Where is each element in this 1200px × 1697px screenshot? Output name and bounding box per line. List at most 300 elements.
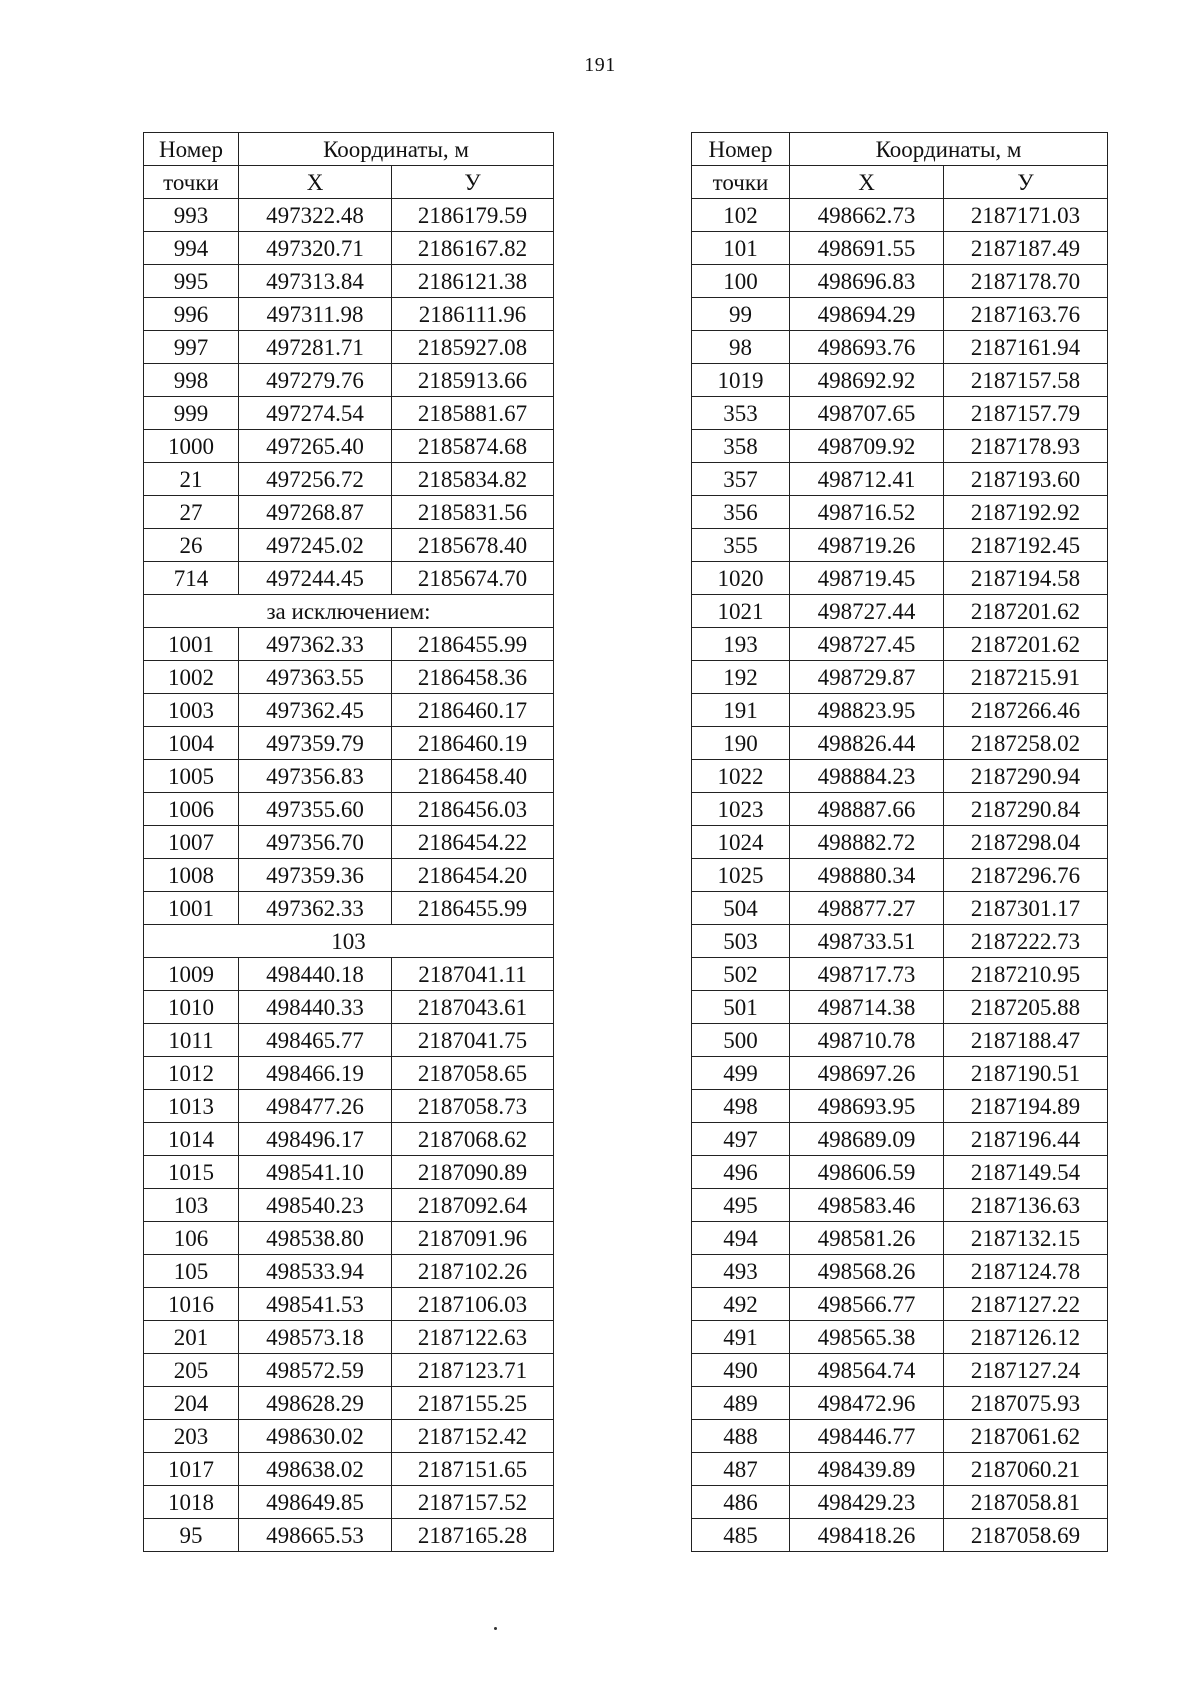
table-row xyxy=(692,595,1108,628)
y-coordinate-cell: 2187215.91 xyxy=(944,661,1108,694)
point-number-cell: 99 xyxy=(692,298,790,331)
y-coordinate-cell: 2187194.58 xyxy=(944,562,1108,595)
x-coordinate-cell: 498630.02 xyxy=(239,1420,392,1453)
point-number-cell: 1001 xyxy=(144,892,239,925)
y-coordinate-cell: 2187196.44 xyxy=(944,1123,1108,1156)
point-number-cell: 1011 xyxy=(144,1024,239,1057)
y-coordinate-cell: 2186454.22 xyxy=(392,826,554,859)
y-coordinate-cell: 2187127.24 xyxy=(944,1354,1108,1387)
y-coordinate-cell: 2187201.62 xyxy=(944,628,1108,661)
x-coordinate-cell: 498887.66 xyxy=(790,793,944,826)
x-coordinate-cell: 498710.78 xyxy=(790,1024,944,1057)
y-coordinate-cell: 2187041.75 xyxy=(392,1024,554,1057)
x-coordinate-cell: 498465.77 xyxy=(239,1024,392,1057)
point-number-cell: 497 xyxy=(692,1123,790,1156)
point-number-cell: 1020 xyxy=(692,562,790,595)
table-row xyxy=(692,826,1108,859)
table-row xyxy=(692,1321,1108,1354)
point-number-cell: 101 xyxy=(692,232,790,265)
y-coordinate-cell: 2187092.64 xyxy=(392,1189,554,1222)
header-x: X xyxy=(239,166,392,199)
x-coordinate-cell: 498727.44 xyxy=(790,595,944,628)
point-number-cell: 1025 xyxy=(692,859,790,892)
x-coordinate-cell: 498418.26 xyxy=(790,1519,944,1552)
point-number-cell: 1018 xyxy=(144,1486,239,1519)
table-row xyxy=(692,529,1108,562)
table-row xyxy=(692,1486,1108,1519)
x-coordinate-cell: 498884.23 xyxy=(790,760,944,793)
point-number-cell: 98 xyxy=(692,331,790,364)
table-row xyxy=(144,1123,554,1156)
stray-mark xyxy=(494,1627,497,1630)
table-row xyxy=(692,727,1108,760)
y-coordinate-cell: 2187290.84 xyxy=(944,793,1108,826)
point-number-cell: 997 xyxy=(144,331,239,364)
table-row xyxy=(144,1156,554,1189)
x-coordinate-cell: 498689.09 xyxy=(790,1123,944,1156)
table-row xyxy=(144,1189,554,1222)
table-row xyxy=(144,1288,554,1321)
y-coordinate-cell: 2187132.15 xyxy=(944,1222,1108,1255)
point-number-cell: 26 xyxy=(144,529,239,562)
y-coordinate-cell: 2187192.45 xyxy=(944,529,1108,562)
y-coordinate-cell: 2187155.25 xyxy=(392,1387,554,1420)
x-coordinate-cell: 497244.45 xyxy=(239,562,392,595)
point-number-cell: 1014 xyxy=(144,1123,239,1156)
y-coordinate-cell: 2187165.28 xyxy=(392,1519,554,1552)
table-row xyxy=(692,1288,1108,1321)
point-number-cell: 105 xyxy=(144,1255,239,1288)
table-row xyxy=(144,991,554,1024)
point-number-cell: 1016 xyxy=(144,1288,239,1321)
y-coordinate-cell: 2186179.59 xyxy=(392,199,554,232)
point-number-cell: 203 xyxy=(144,1420,239,1453)
y-coordinate-cell: 2187058.69 xyxy=(944,1519,1108,1552)
y-coordinate-cell: 2186455.99 xyxy=(392,628,554,661)
x-coordinate-cell: 497313.84 xyxy=(239,265,392,298)
x-coordinate-cell: 498572.59 xyxy=(239,1354,392,1387)
y-coordinate-cell: 2186456.03 xyxy=(392,793,554,826)
x-coordinate-cell: 497320.71 xyxy=(239,232,392,265)
header-y: У xyxy=(944,166,1108,199)
y-coordinate-cell: 2185834.82 xyxy=(392,463,554,496)
table-row xyxy=(144,1486,554,1519)
y-coordinate-cell: 2186455.99 xyxy=(392,892,554,925)
point-number-cell: 995 xyxy=(144,265,239,298)
point-number-cell: 1003 xyxy=(144,694,239,727)
table-row xyxy=(144,364,554,397)
point-number-cell: 485 xyxy=(692,1519,790,1552)
x-coordinate-cell: 498882.72 xyxy=(790,826,944,859)
table-row xyxy=(692,1189,1108,1222)
point-number-cell: 357 xyxy=(692,463,790,496)
y-coordinate-cell: 2187124.78 xyxy=(944,1255,1108,1288)
x-coordinate-cell: 497256.72 xyxy=(239,463,392,496)
table-row xyxy=(692,694,1108,727)
x-coordinate-cell: 497268.87 xyxy=(239,496,392,529)
table-row xyxy=(692,562,1108,595)
point-number-cell: 1001 xyxy=(144,628,239,661)
table-row xyxy=(692,859,1108,892)
header-coordinates: Координаты, м xyxy=(239,133,554,166)
point-number-cell: 1017 xyxy=(144,1453,239,1486)
table-row xyxy=(692,661,1108,694)
table-row xyxy=(692,1255,1108,1288)
coordinates-table-right xyxy=(691,132,1108,1552)
table-row xyxy=(144,562,554,595)
y-coordinate-cell: 2187201.62 xyxy=(944,595,1108,628)
x-coordinate-cell: 498697.26 xyxy=(790,1057,944,1090)
y-coordinate-cell: 2186167.82 xyxy=(392,232,554,265)
table-row xyxy=(692,1222,1108,1255)
x-coordinate-cell: 497322.48 xyxy=(239,199,392,232)
point-number-cell: 356 xyxy=(692,496,790,529)
x-coordinate-cell: 497355.60 xyxy=(239,793,392,826)
point-number-cell: 1004 xyxy=(144,727,239,760)
y-coordinate-cell: 2187301.17 xyxy=(944,892,1108,925)
table-row xyxy=(144,1453,554,1486)
y-coordinate-cell: 2187188.47 xyxy=(944,1024,1108,1057)
y-coordinate-cell: 2187127.22 xyxy=(944,1288,1108,1321)
point-number-cell: 1008 xyxy=(144,859,239,892)
table-row xyxy=(692,265,1108,298)
x-coordinate-cell: 497359.36 xyxy=(239,859,392,892)
point-number-cell: 355 xyxy=(692,529,790,562)
point-number-cell: 95 xyxy=(144,1519,239,1552)
y-coordinate-cell: 2187102.26 xyxy=(392,1255,554,1288)
y-coordinate-cell: 2187157.79 xyxy=(944,397,1108,430)
table-row xyxy=(144,1057,554,1090)
point-number-cell: 103 xyxy=(144,1189,239,1222)
point-number-cell: 1022 xyxy=(692,760,790,793)
y-coordinate-cell: 2187205.88 xyxy=(944,991,1108,1024)
x-coordinate-cell: 497281.71 xyxy=(239,331,392,364)
x-coordinate-cell: 498496.17 xyxy=(239,1123,392,1156)
table-row xyxy=(144,298,554,331)
point-number-cell: 495 xyxy=(692,1189,790,1222)
y-coordinate-cell: 2186111.96 xyxy=(392,298,554,331)
y-coordinate-cell: 2187194.89 xyxy=(944,1090,1108,1123)
point-number-cell: 487 xyxy=(692,1453,790,1486)
y-coordinate-cell: 2187193.60 xyxy=(944,463,1108,496)
table-row xyxy=(692,793,1108,826)
x-coordinate-cell: 498628.29 xyxy=(239,1387,392,1420)
x-coordinate-cell: 498709.92 xyxy=(790,430,944,463)
table-row xyxy=(144,529,554,562)
point-number-cell: 201 xyxy=(144,1321,239,1354)
table-row xyxy=(144,760,554,793)
header-x: X xyxy=(790,166,944,199)
point-number-cell: 502 xyxy=(692,958,790,991)
table-row xyxy=(692,496,1108,529)
table-row xyxy=(692,991,1108,1024)
table-row xyxy=(144,661,554,694)
point-number-cell: 353 xyxy=(692,397,790,430)
table-row xyxy=(144,265,554,298)
x-coordinate-cell: 498565.38 xyxy=(790,1321,944,1354)
point-number-cell: 106 xyxy=(144,1222,239,1255)
table-row xyxy=(144,793,554,826)
y-coordinate-cell: 2187090.89 xyxy=(392,1156,554,1189)
table-row xyxy=(692,298,1108,331)
x-coordinate-cell: 498733.51 xyxy=(790,925,944,958)
table-row xyxy=(144,958,554,991)
point-number-cell: 714 xyxy=(144,562,239,595)
table-row xyxy=(144,232,554,265)
y-coordinate-cell: 2187041.11 xyxy=(392,958,554,991)
point-number-cell: 501 xyxy=(692,991,790,1024)
header-y: У xyxy=(392,166,554,199)
point-number-cell: 1005 xyxy=(144,760,239,793)
header-point-sub: точки xyxy=(692,166,790,199)
x-coordinate-cell: 498606.59 xyxy=(790,1156,944,1189)
y-coordinate-cell: 2186460.17 xyxy=(392,694,554,727)
table-body-left xyxy=(144,199,554,1552)
table-row xyxy=(144,199,554,232)
x-coordinate-cell: 497362.33 xyxy=(239,628,392,661)
x-coordinate-cell: 498665.53 xyxy=(239,1519,392,1552)
x-coordinate-cell: 498712.41 xyxy=(790,463,944,496)
x-coordinate-cell: 498693.95 xyxy=(790,1090,944,1123)
table-row xyxy=(144,496,554,529)
point-number-cell: 996 xyxy=(144,298,239,331)
point-number-cell: 490 xyxy=(692,1354,790,1387)
x-coordinate-cell: 498477.26 xyxy=(239,1090,392,1123)
point-number-cell: 1019 xyxy=(692,364,790,397)
x-coordinate-cell: 498541.10 xyxy=(239,1156,392,1189)
x-coordinate-cell: 498581.26 xyxy=(790,1222,944,1255)
point-number-cell: 1006 xyxy=(144,793,239,826)
y-coordinate-cell: 2187058.73 xyxy=(392,1090,554,1123)
y-coordinate-cell: 2187126.12 xyxy=(944,1321,1108,1354)
y-coordinate-cell: 2187296.76 xyxy=(944,859,1108,892)
x-coordinate-cell: 498440.18 xyxy=(239,958,392,991)
point-number-cell: 491 xyxy=(692,1321,790,1354)
x-coordinate-cell: 498877.27 xyxy=(790,892,944,925)
x-coordinate-cell: 498727.45 xyxy=(790,628,944,661)
x-coordinate-cell: 497245.02 xyxy=(239,529,392,562)
table-row xyxy=(144,1387,554,1420)
point-number-cell: 504 xyxy=(692,892,790,925)
y-coordinate-cell: 2187068.62 xyxy=(392,1123,554,1156)
y-coordinate-cell: 2187152.42 xyxy=(392,1420,554,1453)
table-row xyxy=(144,1024,554,1057)
y-coordinate-cell: 2186454.20 xyxy=(392,859,554,892)
point-number-cell: 486 xyxy=(692,1486,790,1519)
table-row xyxy=(692,364,1108,397)
y-coordinate-cell: 2187171.03 xyxy=(944,199,1108,232)
point-number-cell: 496 xyxy=(692,1156,790,1189)
point-number-cell: 500 xyxy=(692,1024,790,1057)
table-row xyxy=(144,1519,554,1552)
point-number-cell: 1015 xyxy=(144,1156,239,1189)
x-coordinate-cell: 497362.45 xyxy=(239,694,392,727)
point-number-cell: 1010 xyxy=(144,991,239,1024)
y-coordinate-cell: 2187151.65 xyxy=(392,1453,554,1486)
table-note-row xyxy=(144,595,554,628)
y-coordinate-cell: 2185881.67 xyxy=(392,397,554,430)
point-number-cell: 193 xyxy=(692,628,790,661)
x-coordinate-cell: 498693.76 xyxy=(790,331,944,364)
table-row xyxy=(692,397,1108,430)
y-coordinate-cell: 2187190.51 xyxy=(944,1057,1108,1090)
point-number-cell: 358 xyxy=(692,430,790,463)
y-coordinate-cell: 2187290.94 xyxy=(944,760,1108,793)
x-coordinate-cell: 498466.19 xyxy=(239,1057,392,1090)
x-coordinate-cell: 498691.55 xyxy=(790,232,944,265)
table-row xyxy=(144,892,554,925)
x-coordinate-cell: 498573.18 xyxy=(239,1321,392,1354)
point-number-cell: 493 xyxy=(692,1255,790,1288)
header-point-number: Номер xyxy=(144,133,239,166)
point-number-cell: 994 xyxy=(144,232,239,265)
y-coordinate-cell: 2187266.46 xyxy=(944,694,1108,727)
x-coordinate-cell: 498440.33 xyxy=(239,991,392,1024)
x-coordinate-cell: 498540.23 xyxy=(239,1189,392,1222)
x-coordinate-cell: 498649.85 xyxy=(239,1486,392,1519)
x-coordinate-cell: 498880.34 xyxy=(790,859,944,892)
y-coordinate-cell: 2187122.63 xyxy=(392,1321,554,1354)
x-coordinate-cell: 498717.73 xyxy=(790,958,944,991)
y-coordinate-cell: 2187187.49 xyxy=(944,232,1108,265)
y-coordinate-cell: 2185831.56 xyxy=(392,496,554,529)
x-coordinate-cell: 498538.80 xyxy=(239,1222,392,1255)
y-coordinate-cell: 2185913.66 xyxy=(392,364,554,397)
x-coordinate-cell: 498692.92 xyxy=(790,364,944,397)
table-row xyxy=(144,727,554,760)
y-coordinate-cell: 2187222.73 xyxy=(944,925,1108,958)
x-coordinate-cell: 498566.77 xyxy=(790,1288,944,1321)
y-coordinate-cell: 2187192.92 xyxy=(944,496,1108,529)
point-number-cell: 1024 xyxy=(692,826,790,859)
table-row xyxy=(692,760,1108,793)
x-coordinate-cell: 498719.45 xyxy=(790,562,944,595)
point-number-cell: 993 xyxy=(144,199,239,232)
table-row xyxy=(692,1387,1108,1420)
table-row xyxy=(692,1090,1108,1123)
point-number-cell: 100 xyxy=(692,265,790,298)
point-number-cell: 1002 xyxy=(144,661,239,694)
x-coordinate-cell: 498638.02 xyxy=(239,1453,392,1486)
y-coordinate-cell: 2187161.94 xyxy=(944,331,1108,364)
y-coordinate-cell: 2187091.96 xyxy=(392,1222,554,1255)
y-coordinate-cell: 2187157.58 xyxy=(944,364,1108,397)
x-coordinate-cell: 498729.87 xyxy=(790,661,944,694)
x-coordinate-cell: 498823.95 xyxy=(790,694,944,727)
table-row xyxy=(144,331,554,364)
y-coordinate-cell: 2185874.68 xyxy=(392,430,554,463)
x-coordinate-cell: 498696.83 xyxy=(790,265,944,298)
x-coordinate-cell: 498541.53 xyxy=(239,1288,392,1321)
point-number-cell: 192 xyxy=(692,661,790,694)
table-row xyxy=(144,859,554,892)
table-row xyxy=(144,694,554,727)
table-row xyxy=(692,430,1108,463)
point-number-cell: 21 xyxy=(144,463,239,496)
y-coordinate-cell: 2187178.93 xyxy=(944,430,1108,463)
x-coordinate-cell: 498694.29 xyxy=(790,298,944,331)
note-cell: 103 xyxy=(144,925,554,958)
point-number-cell: 1023 xyxy=(692,793,790,826)
y-coordinate-cell: 2187060.21 xyxy=(944,1453,1108,1486)
y-coordinate-cell: 2187136.63 xyxy=(944,1189,1108,1222)
point-number-cell: 1009 xyxy=(144,958,239,991)
table-row xyxy=(144,1222,554,1255)
point-number-cell: 1000 xyxy=(144,430,239,463)
y-coordinate-cell: 2187157.52 xyxy=(392,1486,554,1519)
point-number-cell: 102 xyxy=(692,199,790,232)
point-number-cell: 494 xyxy=(692,1222,790,1255)
y-coordinate-cell: 2187163.76 xyxy=(944,298,1108,331)
y-coordinate-cell: 2185678.40 xyxy=(392,529,554,562)
x-coordinate-cell: 498533.94 xyxy=(239,1255,392,1288)
y-coordinate-cell: 2186458.40 xyxy=(392,760,554,793)
point-number-cell: 998 xyxy=(144,364,239,397)
point-number-cell: 1012 xyxy=(144,1057,239,1090)
table-row xyxy=(692,1024,1108,1057)
y-coordinate-cell: 2187210.95 xyxy=(944,958,1108,991)
table-row xyxy=(144,1090,554,1123)
table-row xyxy=(692,1156,1108,1189)
x-coordinate-cell: 497311.98 xyxy=(239,298,392,331)
point-number-cell: 503 xyxy=(692,925,790,958)
x-coordinate-cell: 497362.33 xyxy=(239,892,392,925)
x-coordinate-cell: 497356.70 xyxy=(239,826,392,859)
table-row xyxy=(144,463,554,496)
x-coordinate-cell: 498707.65 xyxy=(790,397,944,430)
table-row xyxy=(144,628,554,661)
header-point-number: Номер xyxy=(692,133,790,166)
table-body-right xyxy=(692,199,1108,1552)
header-point-sub: точки xyxy=(144,166,239,199)
table-row xyxy=(692,1453,1108,1486)
point-number-cell: 27 xyxy=(144,496,239,529)
table-row xyxy=(144,397,554,430)
header-coordinates: Координаты, м xyxy=(790,133,1108,166)
y-coordinate-cell: 2187258.02 xyxy=(944,727,1108,760)
point-number-cell: 489 xyxy=(692,1387,790,1420)
y-coordinate-cell: 2187123.71 xyxy=(392,1354,554,1387)
y-coordinate-cell: 2185927.08 xyxy=(392,331,554,364)
y-coordinate-cell: 2187298.04 xyxy=(944,826,1108,859)
point-number-cell: 1007 xyxy=(144,826,239,859)
table-row xyxy=(144,1255,554,1288)
table-row xyxy=(144,1321,554,1354)
table-row xyxy=(692,1354,1108,1387)
note-cell: за исключением: xyxy=(144,595,554,628)
x-coordinate-cell: 498714.38 xyxy=(790,991,944,1024)
coordinates-table-left xyxy=(143,132,554,1552)
x-coordinate-cell: 498716.52 xyxy=(790,496,944,529)
x-coordinate-cell: 498429.23 xyxy=(790,1486,944,1519)
table-row xyxy=(144,826,554,859)
x-coordinate-cell: 497359.79 xyxy=(239,727,392,760)
point-number-cell: 492 xyxy=(692,1288,790,1321)
point-number-cell: 488 xyxy=(692,1420,790,1453)
x-coordinate-cell: 498472.96 xyxy=(790,1387,944,1420)
table-row xyxy=(692,1519,1108,1552)
x-coordinate-cell: 498583.46 xyxy=(790,1189,944,1222)
x-coordinate-cell: 497274.54 xyxy=(239,397,392,430)
x-coordinate-cell: 497265.40 xyxy=(239,430,392,463)
y-coordinate-cell: 2187058.81 xyxy=(944,1486,1108,1519)
x-coordinate-cell: 498446.77 xyxy=(790,1420,944,1453)
table-row xyxy=(692,925,1108,958)
point-number-cell: 498 xyxy=(692,1090,790,1123)
table-row xyxy=(692,463,1108,496)
y-coordinate-cell: 2186458.36 xyxy=(392,661,554,694)
x-coordinate-cell: 498719.26 xyxy=(790,529,944,562)
